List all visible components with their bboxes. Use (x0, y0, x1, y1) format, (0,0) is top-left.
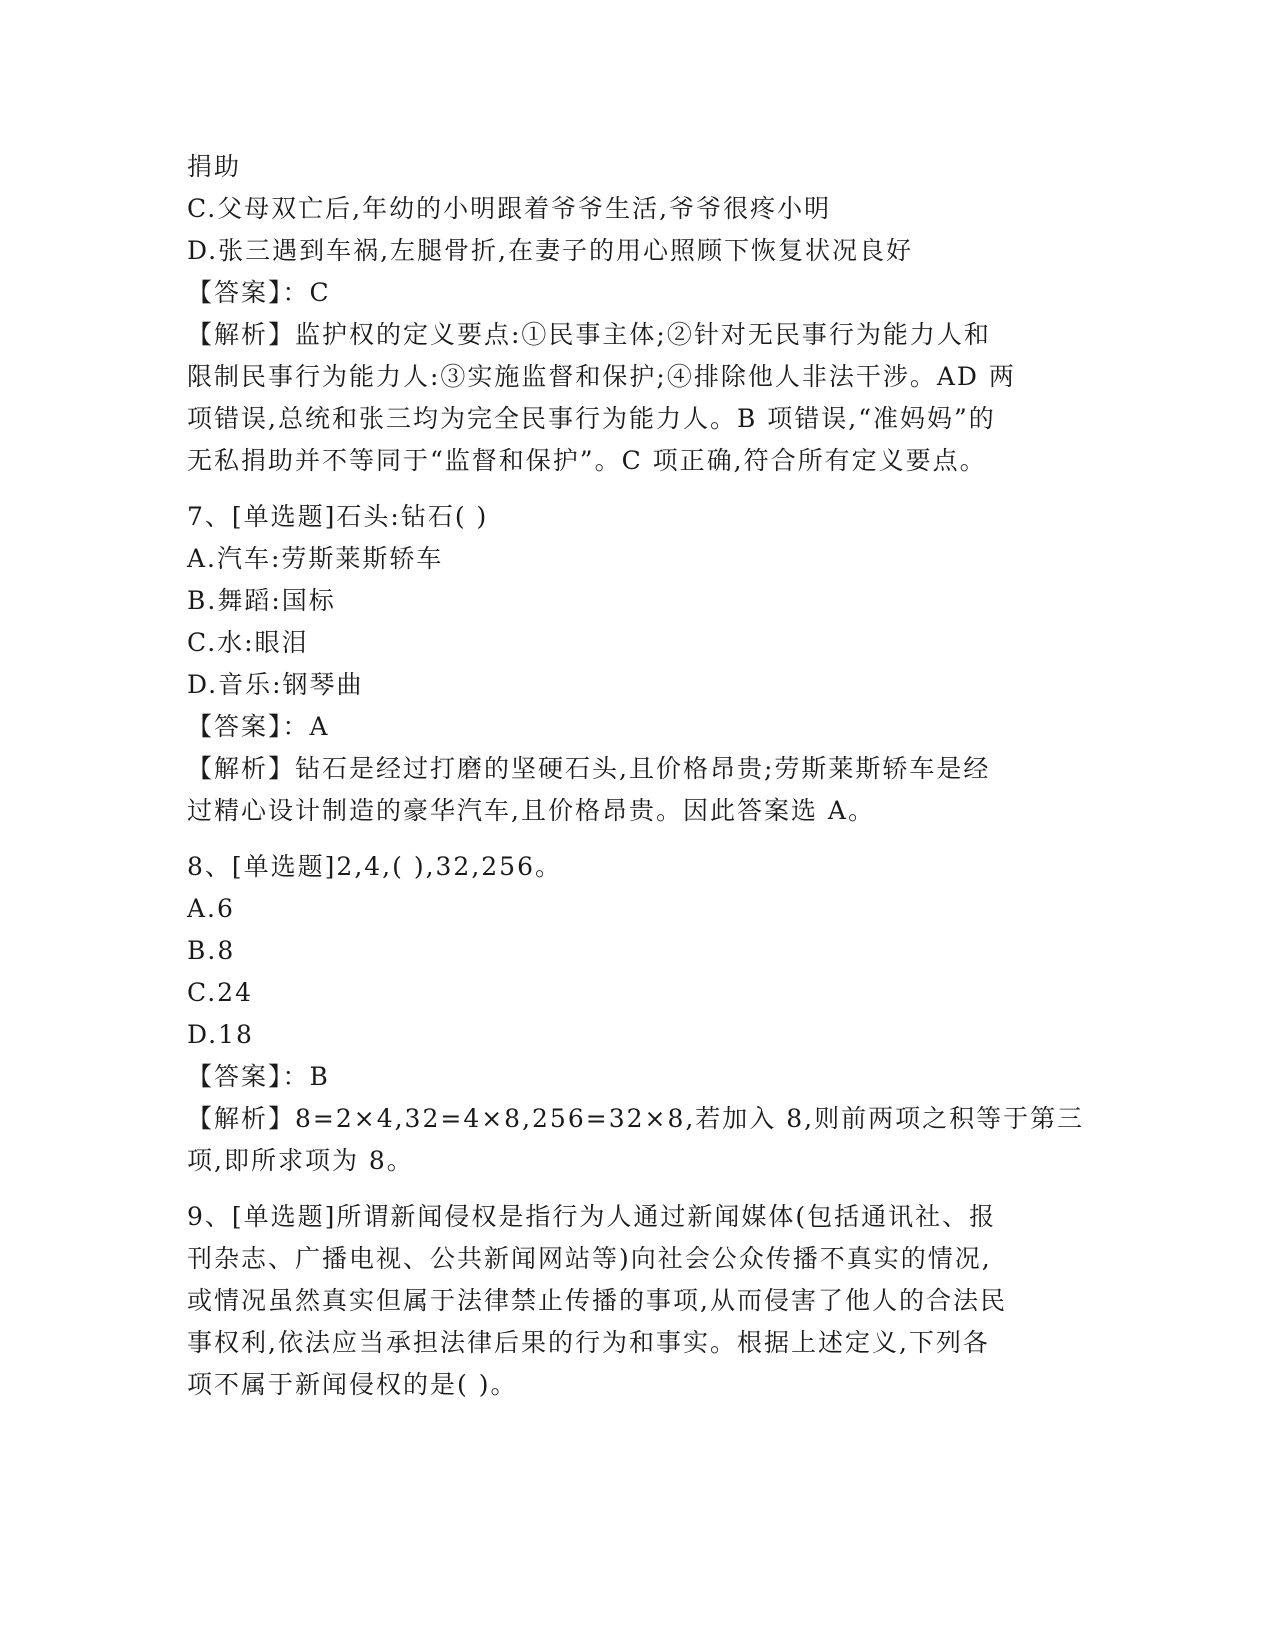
question-7 (187, 496, 1087, 832)
analysis-line: 限制民事行为能力人:③实施监督和保护;④排除他人非法干涉。AD 两 (187, 362, 1016, 391)
document-content (187, 146, 1087, 1406)
option-c: C.父母双亡后,年幼的小明跟着爷爷生活,爷爷很疼小明 (187, 194, 832, 223)
option-a: A.汽车:劳斯莱斯轿车 (187, 544, 444, 573)
answer: 【答案】：C (187, 278, 331, 307)
analysis-line: 过精心设计制造的豪华汽车,且价格昂贵。因此答案选 A。 (187, 796, 875, 825)
question-stem-line: 项不属于新闻侵权的是( )。 (187, 1370, 518, 1399)
analysis-line: 无私捐助并不等同于“监督和保护”。C 项正确,符合所有定义要点。 (187, 446, 987, 475)
question-9 (187, 1196, 1087, 1406)
answer: 【答案】：B (187, 1062, 330, 1091)
analysis-line: 项错误,总统和张三均为完全民事行为能力人。B 项错误,“准妈妈”的 (187, 404, 996, 433)
option-c: C.水:眼泪 (187, 628, 309, 657)
question-stem: 8、[单选题]2,4,( ),32,256。 (187, 852, 562, 881)
option-d: D.音乐:钢琴曲 (187, 670, 364, 699)
option-b: B.舞蹈:国标 (187, 586, 336, 615)
question-8 (187, 846, 1087, 1182)
question-stem-tail: 捐助 (187, 152, 242, 181)
question-6-tail (187, 146, 1087, 482)
answer: 【答案】：A (187, 712, 330, 741)
option-d: D.张三遇到车祸,左腿骨折,在妻子的用心照顾下恢复状况良好 (187, 236, 913, 265)
question-stem-line: 9、[单选题]所谓新闻侵权是指行为人通过新闻媒体(包括通讯社、报 (187, 1202, 997, 1231)
analysis-line: 【解析】钻石是经过打磨的坚硬石头,且价格昂贵;劳斯莱斯轿车是经 (187, 754, 991, 783)
analysis-line: 【解析】8=2×4,32=4×8,256=32×8,若加入 8,则前两项之积等于第三 (187, 1104, 1085, 1133)
question-stem-line: 事权利,依法应当承担法律后果的行为和事实。根据上述定义,下列各 (187, 1328, 990, 1357)
option-c: C.24 (187, 978, 253, 1007)
analysis-line: 项,即所求项为 8。 (187, 1146, 414, 1175)
question-stem: 7、[单选题]石头:钻石( ) (187, 502, 489, 531)
option-a: A.6 (187, 894, 235, 923)
option-d: D.18 (187, 1020, 254, 1049)
question-stem-line: 或情况虽然真实但属于法律禁止传播的事项,从而侵害了他人的合法民 (187, 1286, 1007, 1315)
option-b: B.8 (187, 936, 236, 965)
question-stem-line: 刊杂志、广播电视、公共新闻网站等)向社会公众传播不真实的情况, (187, 1244, 992, 1273)
analysis-line: 【解析】监护权的定义要点:①民事主体;②针对无民事行为能力人和 (187, 320, 991, 349)
